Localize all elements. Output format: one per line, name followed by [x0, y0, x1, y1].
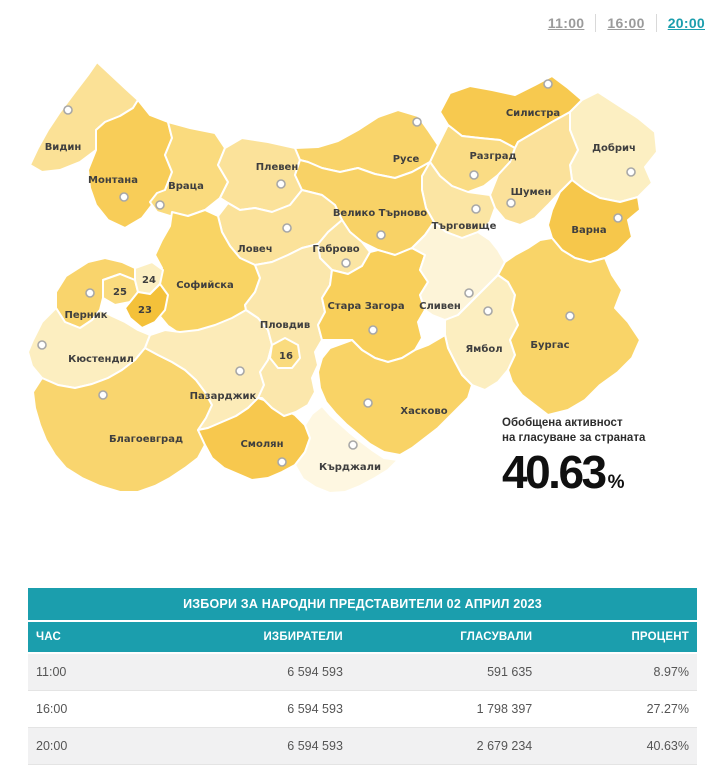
city-dot-pernik [86, 289, 94, 297]
turnout-table [28, 588, 697, 765]
region-label-sofia-24: 24 [142, 275, 156, 286]
region-label-sofiyska: Софийска [176, 280, 234, 291]
turnout-table-body [28, 654, 697, 765]
region-label-blagoevgrad: Благоевград [108, 434, 184, 445]
city-dot-kardzhali [349, 441, 357, 449]
region-label-vratsa: Враца [168, 181, 204, 192]
table-cell: 6 594 593 [287, 665, 343, 679]
region-label-vidin: Видин [44, 142, 82, 153]
region-label-sofia-25: 25 [113, 287, 127, 298]
turnout-summary [502, 416, 712, 498]
region-label-silistra: Силистра [505, 108, 561, 119]
region-label-razgrad: Разград [469, 151, 517, 162]
city-dot-burgas [566, 312, 574, 320]
region-label-varna: Варна [571, 225, 607, 236]
region-label-shumen: Шумен [510, 187, 552, 198]
column-header-2: ГЛАСУВАЛИ [460, 631, 533, 643]
region-label-kyustendil: Кюстендил [68, 354, 134, 365]
city-dot-shumen [507, 199, 515, 207]
city-dot-targovishte [472, 205, 480, 213]
region-label-veliko-tarnovo: Велико Търново [332, 208, 428, 219]
table-cell: 20:00 [36, 739, 68, 753]
table-cell: 16:00 [36, 702, 68, 716]
city-dot-vidin [64, 106, 72, 114]
table-row [28, 691, 697, 728]
region-label-stara-zagora: Стара Загора [327, 301, 405, 312]
table-cell: 1 798 397 [476, 702, 533, 716]
region-label-sofia-23: 23 [138, 305, 152, 316]
region-label-montana: Монтана [88, 175, 138, 186]
table-cell: 11:00 [36, 665, 67, 679]
region-label-yambol: Ямбол [465, 344, 503, 355]
city-dot-pleven [277, 180, 285, 188]
region-label-dobrich: Добрич [592, 143, 636, 154]
column-header-0: ЧАС [36, 631, 62, 643]
city-dot-yambol [484, 307, 492, 315]
region-label-gabrovo: Габрово [312, 244, 360, 255]
region-label-smolyan: Смолян [240, 439, 284, 450]
city-dot-blagoevgrad [99, 391, 107, 399]
table-cell: 6 594 593 [287, 702, 343, 716]
map-region-burgas[interactable] [498, 238, 640, 415]
table-cell: 27.27% [646, 702, 689, 716]
region-label-lovech: Ловеч [237, 244, 273, 255]
city-dot-smolyan [278, 458, 286, 466]
turnout-percentage [502, 445, 712, 498]
table-cell: 6 594 593 [287, 739, 343, 753]
region-label-pazardzhik: Пазарджик [189, 391, 257, 402]
turnout-value: 40.63 [502, 445, 605, 498]
city-dot-stara-zagora [369, 326, 377, 334]
city-dot-ruse [413, 118, 421, 126]
city-dot-dobrich [627, 168, 635, 176]
region-label-ruse: Русе [392, 154, 420, 165]
table-row [28, 654, 697, 691]
region-label-pleven: Плевен [255, 162, 299, 173]
table-cell: 2 679 234 [476, 739, 533, 753]
city-dot-varna [614, 214, 622, 222]
column-header-1: ИЗБИРАТЕЛИ [263, 631, 343, 643]
region-label-pernik: Перник [64, 310, 108, 321]
tab-2000[interactable]: 20:00 [667, 15, 705, 31]
city-dot-razgrad [470, 171, 478, 179]
region-label-sliven: Сливен [419, 301, 461, 312]
summary-line-1: Обобщена активност [502, 417, 623, 429]
table-row [28, 728, 697, 765]
region-label-haskovo: Хасково [400, 406, 448, 417]
city-dot-haskovo [364, 399, 372, 407]
table-cell: 40.63% [646, 739, 689, 753]
map-region-pleven[interactable] [218, 138, 302, 212]
city-dot-silistra [544, 80, 552, 88]
table-cell: 8.97% [653, 665, 689, 679]
tab-1100[interactable]: 11:00 [547, 15, 585, 31]
city-dot-veliko-tarnovo [377, 231, 385, 239]
region-label-burgas: Бургас [530, 340, 570, 351]
column-header-3: ПРОЦЕНТ [631, 631, 689, 643]
city-dot-sliven [465, 289, 473, 297]
region-label-plovdiv: Пловдив [259, 320, 311, 331]
table-cell: 591 635 [487, 665, 533, 679]
summary-line-2: на гласуване за страната [502, 431, 646, 444]
city-dot-pazardzhik [236, 367, 244, 375]
city-dot-kyustendil [38, 341, 46, 349]
turnout-table-header [28, 622, 697, 654]
tab-1600[interactable]: 16:00 [607, 15, 645, 31]
city-dot-montana [120, 193, 128, 201]
region-label-kardzhali: Кърджали [319, 462, 381, 473]
map-region-dobrich[interactable] [570, 92, 657, 202]
region-label-targovishte: Търговище [431, 221, 497, 232]
table-title: ИЗБОРИ ЗА НАРОДНИ ПРЕДСТАВИТЕЛИ 02 АПРИЛ 2023 [28, 588, 697, 622]
city-dot-lovech [283, 224, 291, 232]
region-label-plovdiv-16: 16 [279, 351, 293, 362]
city-dot-vratsa [156, 201, 164, 209]
percent-sign: % [607, 471, 625, 493]
city-dot-gabrovo [342, 259, 350, 267]
